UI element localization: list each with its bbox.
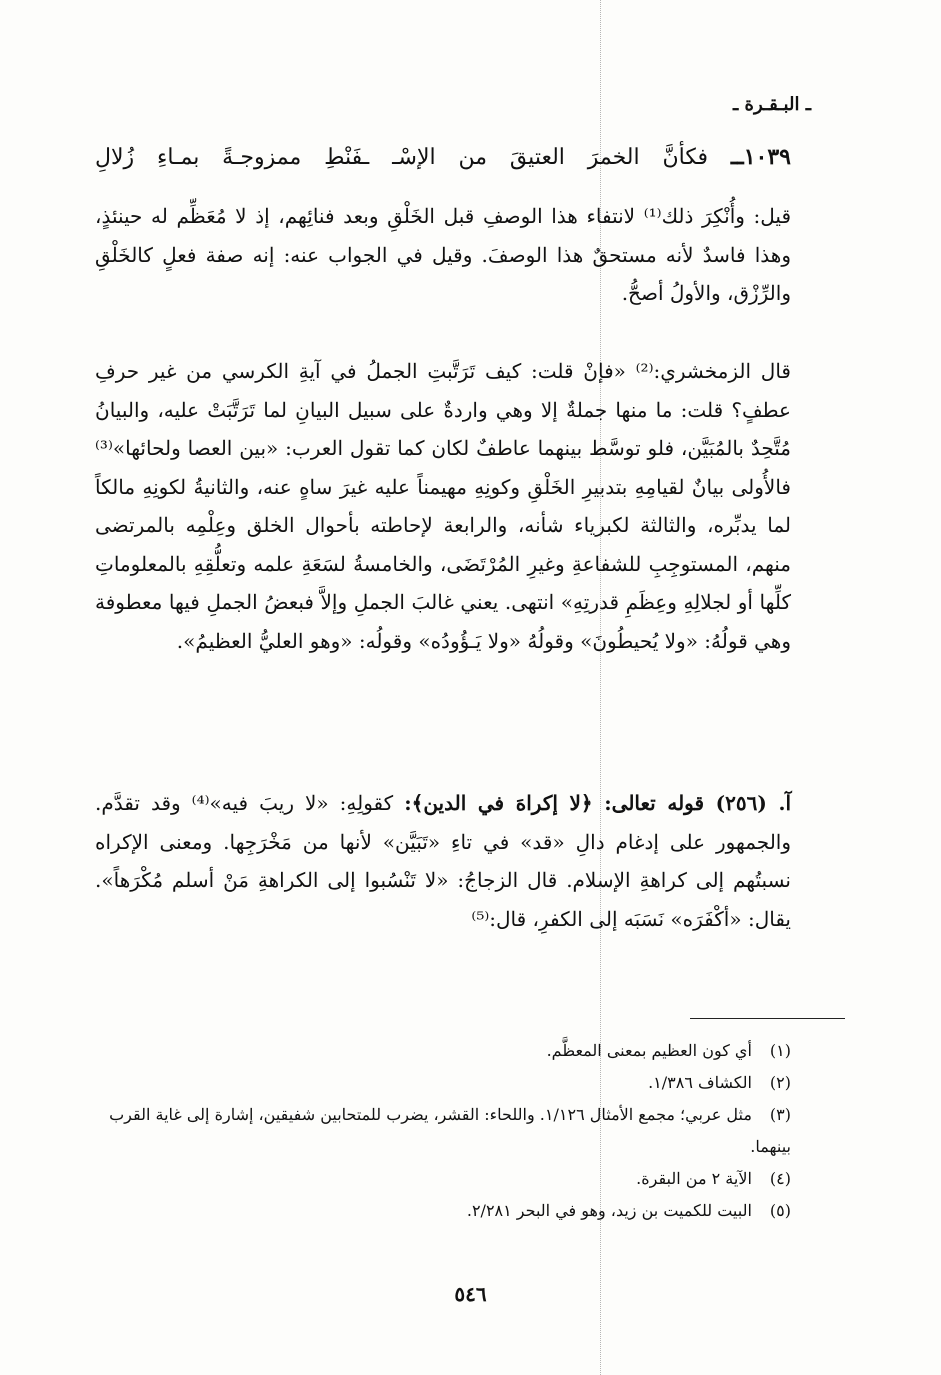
running-header: ـ البـقـرة ـ — [732, 94, 811, 115]
footnote-4-text: الآية ٢ من البقرة. — [636, 1169, 752, 1188]
footnote-2-text: الكشاف ١/٣٨٦. — [648, 1073, 752, 1092]
verse-text: فكأنَّ الخمرَ العتيقَ من الإسْـ ـفَنْطِ ممزوجـةً بمـاءِ زُلالِ — [95, 145, 708, 170]
footnote-2-label: (٢) — [769, 1073, 791, 1092]
footnote-4 — [95, 1163, 791, 1195]
paragraph-3-text: كقولِهِ: «لا ريبَ فيه»⁽⁴⁾ وقد تقدَّم. والجمهور على إدغام دالِ «قد» في تاءِ «تَبَيَّن» لأنها من مَخْرَجِها. ومعنى الإكراه نسبتُهم إلى كراهةِ الإسلام. قال الزجاجُ: «لا تَنْسُبوا إلى الكراهةِ مَنْ أسلم مُكْرَهاً». يقال: «أكْفَرَه» نَسَبَه إلى الكفرِ، قال:⁽⁵⁾ — [95, 791, 791, 931]
footnote-3-label: (٣) — [769, 1105, 791, 1124]
footnote-separator — [690, 1018, 845, 1019]
footnote-1 — [95, 1035, 791, 1067]
paragraph-2-text: قال الزمخشري:⁽²⁾ «فإنْ قلت: كيف تَرَتَّبتِ الجملُ في آيةِ الكرسي من غير حرفِ عطفٍ؟ قلت: ما منها جملةٌ إلا وهي واردةٌ على سبيل البيانِ لما تَرَتَّبَتْ عليه، والبيانُ مُتَّحِدٌ بالمُبَيَّن، فلو توسَّط بينهما عاطفٌ لكان كما تقول العرب: «بين العصا ولحائها»⁽³⁾ فالأُولى بيانٌ لقيامِهِ بتدبيرِ الخَلْقِ وكونِهِ مهيمناً عليه غيرَ ساهٍ عنه، والثانيةُ لكونِهِ مالكاً لما يدبِّره، والثالثة لكبرياء شأنه، والرابعة لإحاطته بأحوال الخلق وعِلْمِه بالمرتضى منهم، المستوجِبِ للشفاعةِ وغيرِ المُرْتَضَى، والخامسةُ لسَعَةِ علمه وتعلُّقِهِ بالمعلوماتِ كلِّها أو لجلالِهِ وعِظَمِ قدرتِهِ» انتهى. يعني غالبَ الجملِ وإلاَّ فبعضُ الجملِ فيها معطوفة وهي قولُهُ: «ولا يُحيطُونَ» وقولُهُ «ولا يَـؤُودُه» وقولُه: «وهو العليُّ العظيمُ». — [95, 359, 791, 653]
page-number: ٥٤٦ — [454, 1282, 487, 1306]
footnote-5-text: البيت للكميت بن زيد، وهو في البحر ٢/٢٨١. — [466, 1201, 752, 1220]
footnote-4-label: (٤) — [769, 1169, 791, 1188]
paragraph-2 — [95, 352, 791, 660]
verse-number: ١٠٣٩ــ — [730, 144, 791, 170]
verse-heading: آ. (٢٥٦) قوله تعالى: ﴿لا إكراهَ في الدين﴾: — [404, 791, 791, 815]
poetry-verse — [95, 140, 791, 175]
footnote-3-text: مثل عربي؛ مجمع الأمثال ١/١٢٦. واللحاء: القشر، يضرب للمتحابين شفيقين، إشارة إلى غاية القرب بينهما. — [109, 1105, 791, 1156]
footnote-1-text: أي كون العظيم بمعنى المعظَّم. — [546, 1041, 752, 1060]
paragraph-3 — [95, 784, 791, 938]
footnote-3 — [95, 1099, 791, 1163]
paragraph-1-text: قيل: وأُنْكِرَ ذلك⁽¹⁾ لانتفاء هذا الوصفِ قبل الخَلْقِ وبعد فنائِهم، إذ لا مُعَظِّم له حينئذٍ، وهذا فاسدٌ لأنه مستحقٌ هذا الوصفَ. وقيل في الجواب عنه: إنه صفة فعلٍ كالخَلْقِ والرِّزْق، والأولُ أصحُّ. — [95, 204, 792, 305]
footnote-5 — [95, 1195, 791, 1227]
paragraph-1 — [95, 197, 791, 313]
footnote-2 — [95, 1067, 791, 1099]
footnote-1-label: (١) — [769, 1041, 791, 1060]
footnote-5-label: (٥) — [769, 1201, 791, 1220]
footnotes-list — [95, 1035, 791, 1227]
